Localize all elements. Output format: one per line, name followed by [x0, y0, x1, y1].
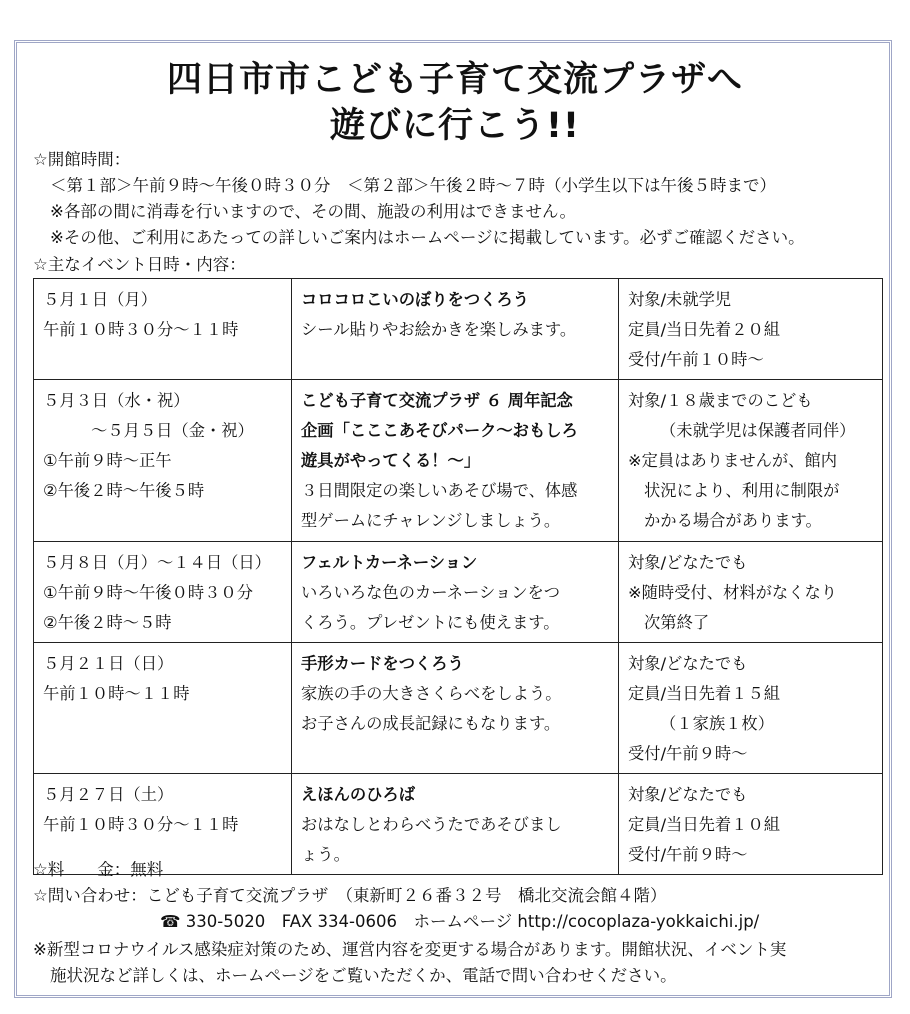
event-capacity: 定員/当日先着２０組 — [628, 320, 781, 339]
event-time: 午前１０時３０分～１１時 — [43, 320, 239, 339]
event-description-cont: ょう。 — [301, 845, 350, 864]
event-reception: 受付/午前９時～ — [628, 744, 748, 763]
table-row — [34, 380, 883, 542]
events-table — [33, 278, 883, 875]
event-time: 午前１０時３０分～１１時 — [43, 815, 239, 834]
event-info-cell — [619, 774, 883, 875]
event-time-2: ②午後２時～５時 — [43, 613, 172, 632]
fee-line: ☆料 金：無料 — [33, 860, 164, 879]
event-note-cont: 次第終了 — [644, 613, 710, 632]
event-info-cell — [619, 279, 883, 380]
event-target: 対象/１８歳までのこども — [628, 391, 813, 410]
event-description-cont: くろう。プレゼントにも使えます。 — [301, 613, 560, 632]
event-target: 対象/未就学児 — [628, 290, 732, 309]
event-target: 対象/どなたでも — [628, 654, 748, 673]
event-target-note: （未就学児は保護者同伴） — [660, 421, 856, 440]
hours-heading: ☆開館時間： — [33, 150, 131, 169]
notice-line-1: ※新型コロナウイルス感染症対策のため、運営内容を変更する場合があります。開館状況、イベント実 — [33, 940, 787, 959]
event-title: フェルトカーネーション — [301, 553, 478, 572]
hours-note-1: ※各部の間に消毒を行いますので、その間、施設の利用はできません。 — [50, 202, 576, 221]
event-description-cont: 型ゲームにチャレンジしましょう。 — [301, 511, 561, 530]
event-capacity: 定員/当日先着１０組 — [628, 815, 781, 834]
events-heading: ☆主なイベント日時・内容： — [33, 255, 246, 274]
event-reception: 受付/午前９時～ — [628, 845, 748, 864]
event-info-cell — [619, 643, 883, 774]
event-time: 午前１０時～１１時 — [43, 684, 190, 703]
event-date-cell — [34, 643, 292, 774]
event-date: ５月２７日（土） — [43, 785, 174, 804]
event-title: こども子育て交流プラザ ６ 周年記念 — [301, 391, 573, 410]
page-title: 四日市市こども子育て交流プラザへ — [166, 60, 743, 100]
event-date-cell — [34, 542, 292, 643]
event-title: コロコロこいのぼりをつくろう — [301, 290, 529, 309]
event-content-cell — [292, 643, 619, 774]
event-title: えほんのひろば — [301, 785, 415, 804]
event-reception: 受付/午前１０時～ — [628, 350, 764, 369]
event-target: 対象/どなたでも — [628, 785, 748, 804]
event-info-cell — [619, 542, 883, 643]
event-note-cont: かかる場合があります。 — [644, 511, 822, 530]
page-subtitle: 遊びに行こう!! — [330, 106, 580, 146]
hours-note-2: ※その他、ご利用にあたっての詳しいご案内はホームページに掲載しています。必ずご確認ください。 — [50, 228, 805, 247]
event-description: いろいろな色のカーネーションをつ — [301, 583, 561, 602]
event-content-cell — [292, 542, 619, 643]
event-time-1: ①午前９時～午後０時３０分 — [43, 583, 253, 602]
event-content-cell — [292, 380, 619, 542]
table-row — [34, 542, 883, 643]
event-time-2: ②午後２時～午後５時 — [43, 481, 205, 500]
contact-phone-line: ☎ 330-5020 FAX 334-0606 ホームページ http://cocoplaza-yokkaichi.jp/ — [160, 912, 760, 931]
table-row — [34, 279, 883, 380]
event-target: 対象/どなたでも — [628, 553, 748, 572]
event-description: シール貼りやお絵かきを楽しみます。 — [301, 320, 577, 339]
event-capacity-note: （１家族１枚） — [660, 714, 774, 733]
event-note-cont: 状況により、利用に制限が — [644, 481, 840, 500]
event-title: 手形カードをつくろう — [301, 654, 464, 673]
event-content-cell — [292, 774, 619, 875]
event-note: ※随時受付、材料がなくなり — [628, 583, 838, 602]
event-date: ５月８日（月）～１４日（日） — [43, 553, 271, 572]
event-date: ５月２１日（日） — [43, 654, 174, 673]
event-date: ５月３日（水・祝） — [43, 391, 190, 410]
event-title-cont: 企画「こここあそびパーク～おもしろ — [301, 421, 578, 440]
event-description: 家族の手の大きさくらべをしよう。 — [301, 684, 562, 703]
event-capacity: 定員/当日先着１５組 — [628, 684, 781, 703]
event-description: おはなしとわらべうたであそびまし — [301, 815, 562, 834]
event-note: ※定員はありませんが、館内 — [628, 451, 838, 470]
event-date-end: ～５月５日（金・祝） — [91, 421, 254, 440]
notice-line-2: 施状況など詳しくは、ホームページをご覧いただくか、電話で問い合わせください。 — [50, 966, 677, 985]
table-row — [34, 643, 883, 774]
event-description: ３日間限定の楽しいあそび場で、体感 — [301, 481, 578, 500]
hours-line: ＜第１部＞午前９時～午後０時３０分 ＜第２部＞午後２時～７時（小学生以下は午後５時まで） — [50, 176, 776, 195]
event-date-cell — [34, 279, 292, 380]
event-date-cell — [34, 380, 292, 542]
event-date: ５月１日（月） — [43, 290, 157, 309]
event-title-cont: 遊具がやってくる！～」 — [301, 451, 481, 470]
event-content-cell — [292, 279, 619, 380]
event-description-cont: お子さんの成長記録にもなります。 — [301, 714, 561, 733]
contact-line: ☆問い合わせ：こども子育て交流プラザ （東新町２６番３２号 橋北交流会館４階） — [33, 886, 667, 905]
event-info-cell — [619, 380, 883, 542]
event-time-1: ①午前９時～正午 — [43, 451, 172, 470]
